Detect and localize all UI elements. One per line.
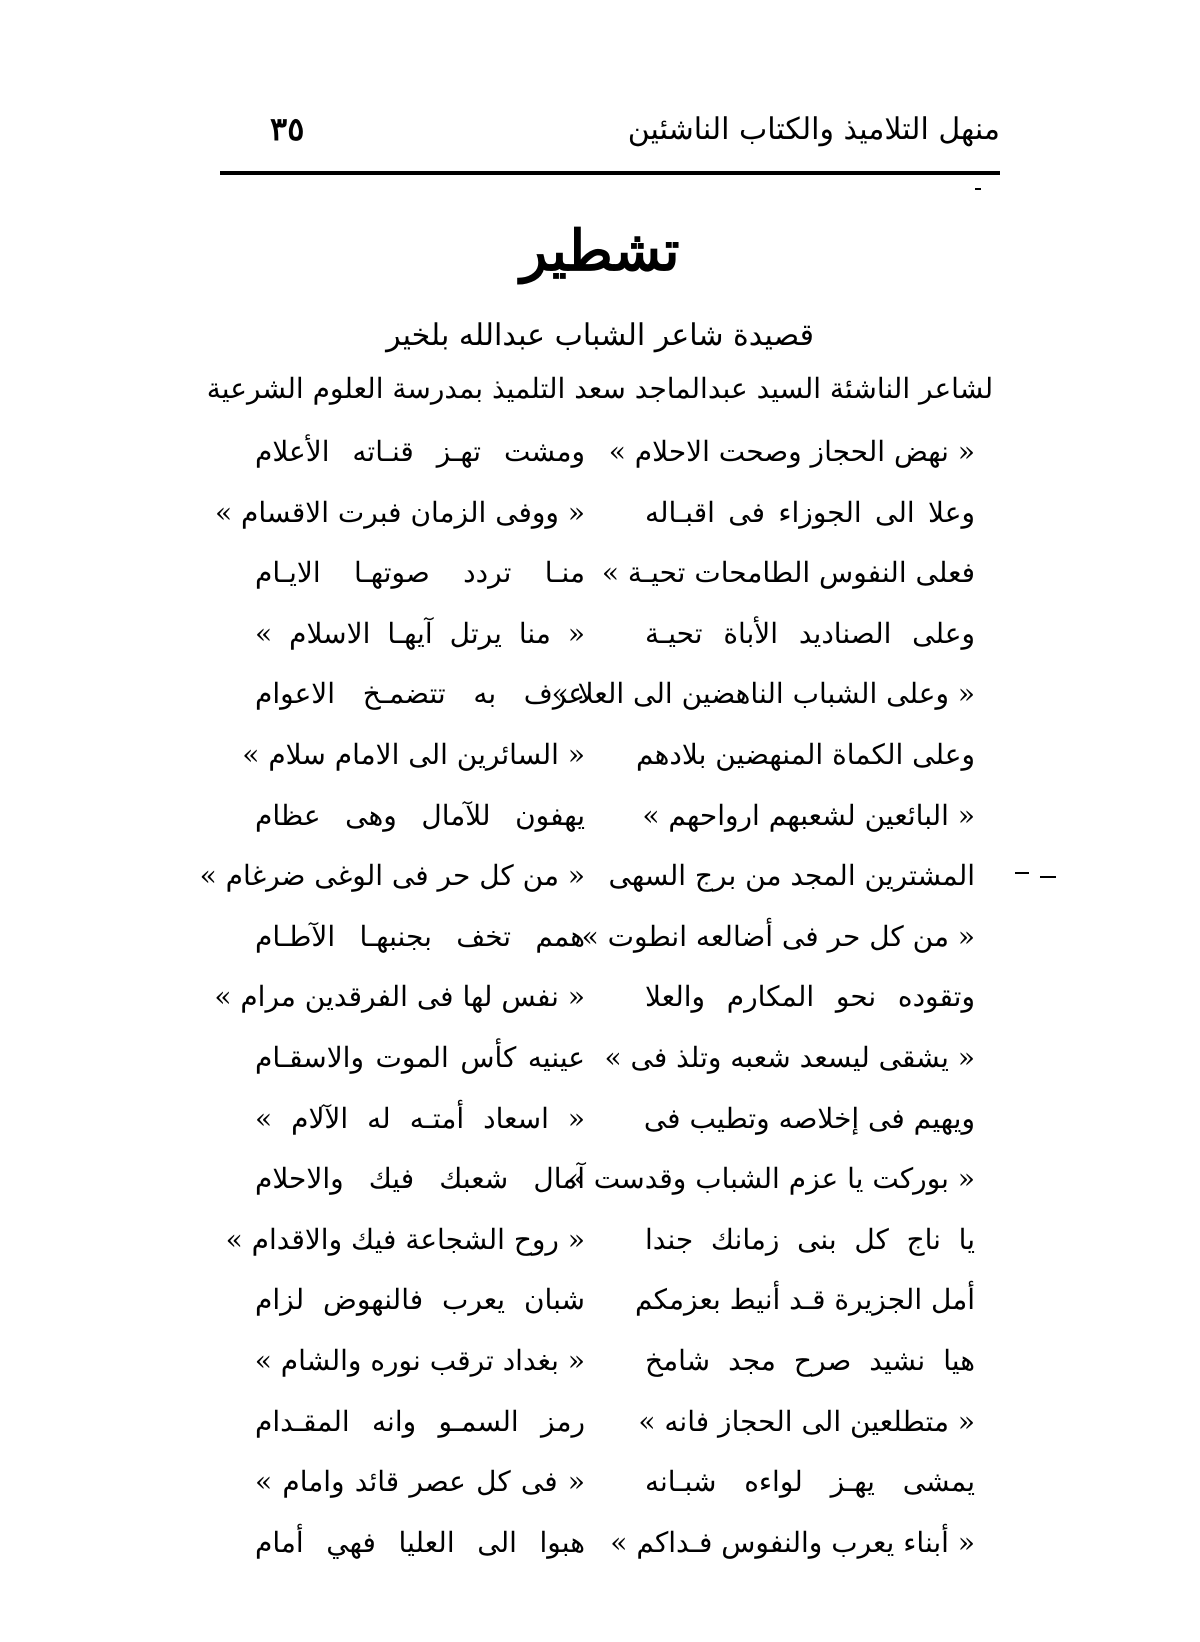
verse-first-hemistich: وتقوده نحو المكارم والعلا: [645, 980, 975, 1014]
verse-second-hemistich: « بغداد ترقب نوره والشام »: [254, 1343, 585, 1377]
verse-row: [255, 1097, 975, 1158]
verse-second-hemistich: عينيه كأس الموت والاسقـام: [255, 1040, 585, 1074]
verse-second-hemistich: « من كل حر فى الوغى ضرغام »: [199, 859, 585, 893]
poem-title: تشطير: [520, 218, 680, 284]
verse-row: [214, 491, 975, 552]
verse-first-hemistich: وعلى الصناديد الأباة تحيـة: [645, 616, 975, 650]
verse-first-hemistich: المشترين المجد من برج السهى: [608, 859, 975, 893]
margin-mark: [1040, 876, 1056, 878]
verse-second-hemistich: شبان يعرب فالنهوض لزام: [255, 1283, 585, 1317]
verse-first-hemistich: ويهيم فى إخلاصه وتطيب فى: [643, 1101, 975, 1135]
verse-row: [255, 1400, 975, 1461]
verse-row: [255, 1157, 975, 1218]
verse-row: [255, 915, 975, 976]
verse-row: [255, 551, 975, 612]
verse-first-hemistich: « وعلى الشباب الناهضين الى العلا »: [551, 677, 975, 711]
verse-first-hemistich: وعلى الكماة المنهضين بلادهم: [636, 737, 975, 771]
verse-first-hemistich: « من كل حر فى أضالعه انطوت »: [581, 919, 975, 953]
verse-second-hemistich: يهفون للآمال وهى عظام: [255, 798, 585, 832]
verse-second-hemistich: هبوا الى العليا فهي أمام: [255, 1525, 585, 1559]
running-header: [220, 112, 1000, 162]
verse-row: [255, 672, 975, 733]
verse-first-hemistich: وعلا الى الجوزاء فى اقبـاله: [645, 495, 975, 529]
verse-first-hemistich: « البائعين لشعبهم ارواحهم »: [642, 798, 975, 832]
verse-second-hemistich: « منا يرتل آيهـا الاسلام »: [255, 616, 585, 650]
verse-row: [199, 854, 975, 915]
verse-second-hemistich: « نفس لها فى الفرقدين مرام »: [214, 980, 585, 1014]
running-title: منهل التلاميذ والكتاب الناشئين: [627, 112, 1000, 147]
verse-first-hemistich: هيا نشيد صرح مجد شامخ: [645, 1343, 975, 1377]
verse-second-hemistich: « ووفى الزمان فبرت الاقسام »: [214, 495, 585, 529]
verse-second-hemistich: « فى كل عصر قائد وامام »: [255, 1465, 585, 1499]
verse-row: [255, 1036, 975, 1097]
poem-subtitle: قصيدة شاعر الشباب عبدالله بلخير: [386, 318, 814, 353]
verse-row: [242, 733, 975, 794]
verse-first-hemistich: « بوركت يا عزم الشباب وقدست »: [567, 1162, 975, 1196]
verse-first-hemistich: « نهض الحجاز وصحت الاحلام »: [608, 435, 975, 468]
verse-row: [255, 612, 975, 673]
verse-row: [225, 1218, 975, 1279]
verse-second-hemistich: ومشت تهـز قنـاته الأعلام: [255, 435, 585, 468]
verse-second-hemistich: « روح الشجاعة فيك والاقدام »: [225, 1222, 585, 1256]
verse-row: [255, 1278, 975, 1339]
verse-second-hemistich: منـا تردد صوتهـا الايـام: [255, 556, 585, 590]
verse-row: [214, 975, 975, 1036]
verse-second-hemistich: آمال شعبك فيك والاحلام: [255, 1162, 585, 1196]
verse-first-hemistich: « متطلعين الى الحجاز فانه »: [638, 1404, 975, 1438]
verse-row: [255, 794, 975, 855]
header-rule-mark: [975, 188, 981, 190]
verse-second-hemistich: رمز السمـو وانه المقـدام: [255, 1404, 585, 1438]
verse-first-hemistich: أمل الجزيرة قـد أنيط بعزمكم: [634, 1283, 975, 1317]
verse-first-hemistich: يمشى يهـز لواءه شبـانه: [645, 1465, 975, 1499]
verse-row: [255, 430, 975, 491]
margin-mark: [1015, 872, 1029, 874]
verse-first-hemistich: « يشقى ليسعد شعبه وتلذ فى »: [604, 1040, 975, 1074]
verse-first-hemistich: فعلى النفوس الطامحات تحيـة »: [601, 556, 975, 590]
poem-body: [199, 430, 975, 1581]
verse-row: [255, 1339, 975, 1400]
header-rule: [220, 171, 1000, 175]
verse-first-hemistich: « أبناء يعرب والنفوس فـداكم »: [610, 1525, 975, 1559]
verse-second-hemistich: همم تخف بجنبهـا الآطـام: [255, 919, 585, 953]
verse-first-hemistich: يا ناج كل بنى زمانك جندا: [645, 1222, 975, 1256]
verse-second-hemistich: « السائرين الى الامام سلام »: [242, 737, 585, 771]
verse-second-hemistich: عرف به تتضمـخ الاعوام: [255, 677, 585, 711]
verse-row: [255, 1521, 975, 1582]
verse-row: [255, 1460, 975, 1521]
page-number: ٣٥: [270, 110, 305, 148]
verse-second-hemistich: « اسعاد أمتـه له الآلام »: [255, 1101, 585, 1135]
poem-byline: لشاعر الناشئة السيد عبدالماجد سعد التلميذ بمدرسة العلوم الشرعية: [206, 372, 994, 405]
